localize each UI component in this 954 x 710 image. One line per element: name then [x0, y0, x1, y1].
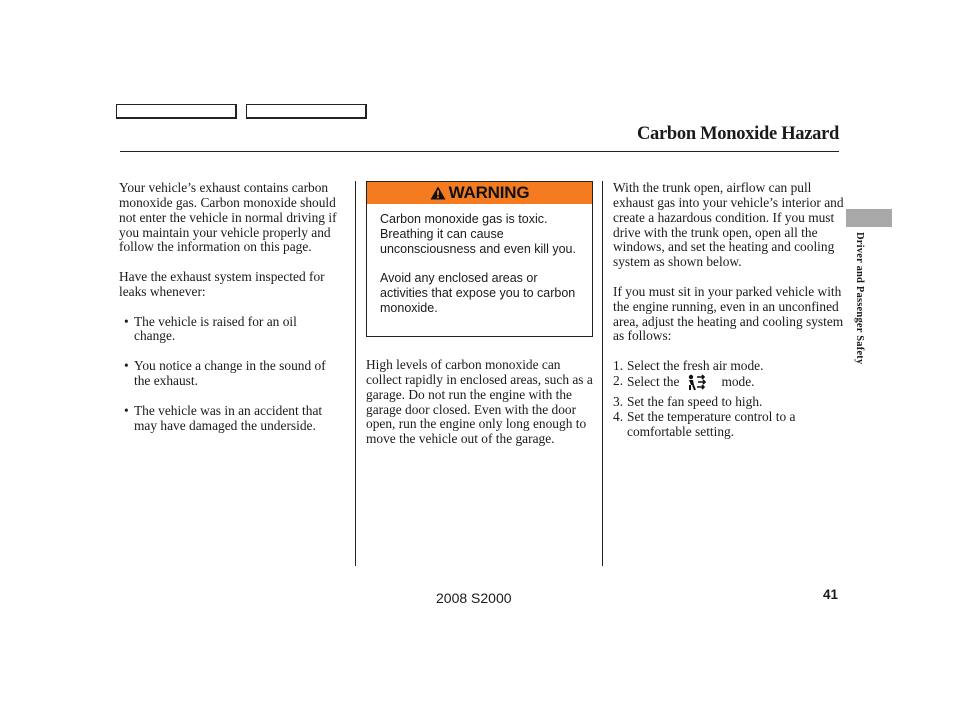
list-item [613, 410, 845, 440]
nav-button-previous[interactable] [116, 104, 237, 119]
warning-label: WARNING [448, 183, 530, 202]
step-text: Select the [627, 373, 680, 389]
list-item: • The vehicle is raised for an oil change. [119, 315, 341, 345]
warning-box [366, 181, 593, 337]
list-item [613, 395, 845, 410]
nav-button-next[interactable] [246, 104, 367, 119]
title-divider [120, 151, 839, 152]
step-text: mode. [721, 373, 755, 389]
warning-triangle-icon [430, 186, 446, 200]
page-number: 41 [822, 587, 838, 602]
step-text: Set the fan speed to high. [627, 393, 763, 409]
column-left [119, 181, 341, 448]
column-divider [355, 181, 356, 566]
section-label: Driver and Passenger Safety [854, 232, 865, 365]
step-number: 2. [613, 372, 624, 388]
step-number: 3. [613, 393, 624, 409]
list-item [613, 374, 845, 395]
footer-model: 2008 S2000 [436, 590, 512, 606]
intro-paragraph: Your vehicle’s exhaust contains carbon monoxide gas. Carbon monoxide should not enter the vehicle in normal driving if you maintain your vehicle properly and follow the information on this page. [119, 180, 337, 255]
list-item: • You notice a change in the sound of the exhaust. [119, 359, 341, 389]
parked-paragraph: If you must sit in your parked vehicle with the engine running, even in an unconfined area, adjust the heating and cooling system as follows: [613, 283, 844, 344]
warning-paragraph: Carbon monoxide gas is toxic. Breathing it can cause unconsciousness and even kill you. [380, 212, 576, 256]
step-number: 1. [613, 358, 624, 374]
warning-paragraph: Avoid any enclosed areas or activities that expose you to carbon monoxide. [380, 271, 576, 315]
garage-paragraph: High levels of carbon monoxide can collect rapidly in enclosed areas, such as a garage. Do not run the engine with the garage door closed. Even with the door open, run the engine only long enough to move the vehicle out of the garage. [366, 357, 593, 447]
list-item: • The vehicle was in an accident that may have damaged the underside. [119, 404, 341, 434]
inspection-list [119, 315, 341, 434]
step-number: 4. [613, 408, 624, 424]
vent-mode-icon [687, 374, 707, 395]
column-right [613, 181, 845, 439]
list-item [613, 359, 845, 374]
column-middle [366, 358, 596, 462]
section-tab[interactable] [846, 209, 892, 227]
page-title: Carbon Monoxide Hazard [636, 124, 839, 144]
column-divider [602, 181, 603, 566]
warning-header [367, 182, 592, 204]
inspect-paragraph: Have the exhaust system inspected for leaks whenever: [119, 269, 325, 299]
step-text: Select the fresh air mode. [627, 358, 764, 374]
trunk-paragraph: With the trunk open, airflow can pull exhaust gas into your vehicle’s interior and create a hazardous condition. If you must drive with the trunk open, open all the windows, and set the heating and cooling system as shown below. [613, 180, 844, 270]
step-text: Set the temperature control to a comfortable setting. [627, 408, 796, 439]
steps-list [613, 359, 845, 439]
warning-body [367, 204, 592, 316]
